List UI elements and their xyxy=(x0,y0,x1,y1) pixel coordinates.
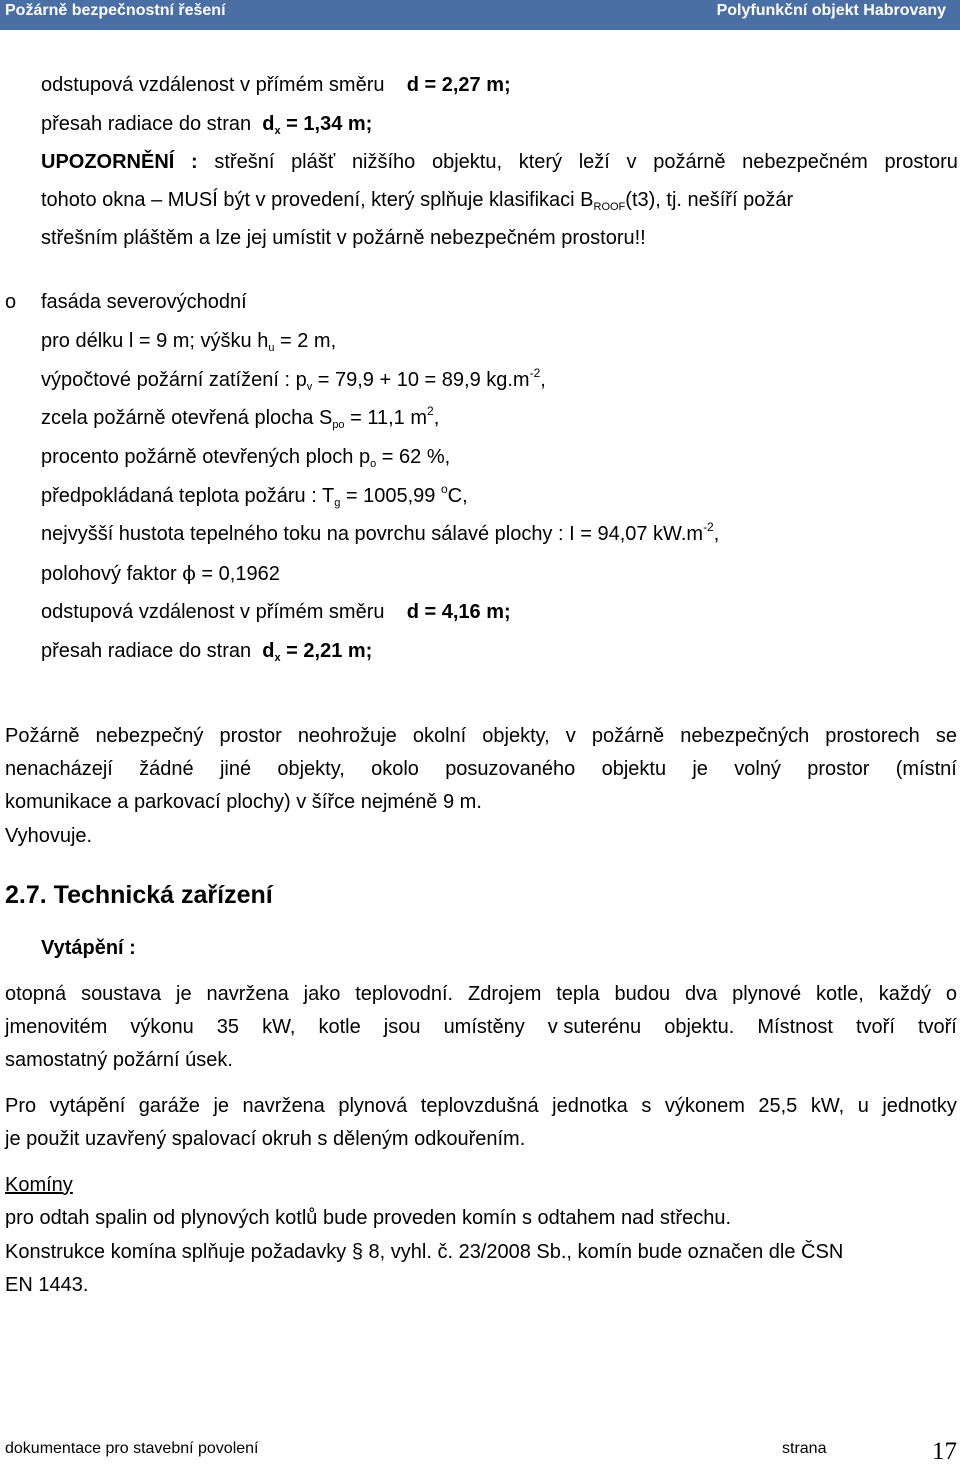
heating-word: plynové xyxy=(732,983,802,1005)
heating-word: Místnost xyxy=(757,1016,833,1038)
summary-word: okolo xyxy=(371,758,419,780)
footer-page-label: strana xyxy=(782,1440,827,1457)
summary-line-2 xyxy=(5,757,957,781)
heating-word: Zdrojem xyxy=(468,983,542,1005)
summary-word: (místní xyxy=(895,758,957,780)
garage-word: kW, xyxy=(810,1095,845,1117)
warning-word: objektu, xyxy=(431,151,503,173)
garage-word: jednotky xyxy=(882,1095,957,1117)
chimney-line-1: pro odtah spalin od plynových kotlů bude proveden komín s odtahem nad střechu. xyxy=(5,1207,732,1229)
warning-word: požárně xyxy=(653,151,726,173)
chimney-line-2: Konstrukce komína splňuje požadavky § 8, vyhl. č. 23/2008 Sb., komín bude označen dle ČSN xyxy=(5,1241,844,1263)
heating-word: jsou xyxy=(383,1016,421,1038)
garage-word: je xyxy=(213,1095,230,1117)
garage-word: plynová xyxy=(338,1095,408,1117)
warning-word: v xyxy=(626,151,637,173)
footer-document-type: dokumentace pro stavební povolení xyxy=(5,1440,259,1457)
heating-word: kotle xyxy=(318,1016,361,1038)
heating-word: 35 xyxy=(216,1016,240,1038)
position-factor-line: polohový faktor ϕ = 0,1962 xyxy=(41,561,280,585)
garage-word: navržena xyxy=(242,1095,325,1117)
section-heading: 2.7. Technická zařízení xyxy=(5,881,273,909)
summary-word: posuzovaného xyxy=(445,758,576,780)
overlap-label: přesah radiace do stran xyxy=(41,113,252,135)
warning-word: nebezpečném xyxy=(742,151,868,173)
overlap-value: = 1,34 m; xyxy=(286,113,373,135)
summary-word: v xyxy=(565,725,576,747)
header-document-title: Požárně bezpečnostní řešení xyxy=(5,2,226,19)
heating-word: jmenovitém xyxy=(5,1016,108,1038)
heating-word: tvoří xyxy=(856,1016,895,1038)
warning-word: leží xyxy=(578,151,610,173)
summary-word: volný xyxy=(734,758,781,780)
summary-word: prostor xyxy=(219,725,282,747)
warning-word: střešní xyxy=(214,151,275,173)
heating-word: kW, xyxy=(262,1016,296,1038)
distance-direct-line-2: odstupová vzdálenost v přímém směru d = 4,16 m; xyxy=(41,601,511,623)
summary-word: žádné xyxy=(139,758,194,780)
distance-value: d = 2,27 m; xyxy=(406,74,511,96)
summary-word: se xyxy=(935,725,957,747)
heating-word: soustava xyxy=(81,983,162,1005)
summary-word: prostor xyxy=(807,758,870,780)
heating-word: v suterénu xyxy=(547,1016,642,1038)
heating-word: budou xyxy=(614,983,671,1005)
page-header xyxy=(0,0,960,30)
open-percent-line: procento požárně otevřených ploch $p_o = 62$ %, xyxy=(41,446,451,470)
warning-line-1 xyxy=(41,150,958,174)
summary-word: okolní xyxy=(412,725,467,747)
warning-word: který xyxy=(518,151,563,173)
heating-line-3: samostatný požární úsek. xyxy=(5,1049,233,1071)
warning-line-3: střešním pláštěm a lze jej umístit v požárně nebezpečném prostoru!! xyxy=(41,227,646,249)
warning-word: UPOZORNĚNÍ xyxy=(41,151,175,173)
summary-word: prostorech xyxy=(825,725,920,747)
warning-word: : xyxy=(191,151,198,173)
heating-word: dva xyxy=(685,983,718,1005)
header-project-title: Polyfunkční objekt Habrovany xyxy=(716,2,946,19)
heating-word: kotle, xyxy=(816,983,864,1005)
heating-word: tepla xyxy=(556,983,600,1005)
facade-title: fasáda severovýchodní xyxy=(41,291,247,313)
distance-direct-line xyxy=(41,73,511,97)
heating-word: je xyxy=(176,983,192,1005)
heating-word: každý xyxy=(878,983,931,1005)
garage-heating-line-2: je použit uzavřený spalovací okruh s děleným odkouřením. xyxy=(5,1128,526,1150)
garage-word: u xyxy=(857,1095,869,1117)
radiation-overlap-line: přesah radiace do stran $d_x = 1,34$ m; xyxy=(41,113,373,137)
chimneys-heading: Komíny xyxy=(5,1174,73,1196)
distance-label: odstupová vzdálenost v přímém směru xyxy=(41,74,385,96)
heating-subheading: Vytápění : xyxy=(41,937,136,959)
heating-line-1 xyxy=(5,982,957,1006)
heat-flux-line: nejvyšší hustota tepelného toku na povrchu sálavé plochy : I = 94,07 $kW.m^{-2}$, xyxy=(41,520,720,545)
open-area-line: zcela požárně otevřená plocha $S_{po} = 11,1$ $m^2$, xyxy=(41,404,440,431)
compliance-verdict: Vyhovuje. xyxy=(5,825,93,847)
chimney-line-3: EN 1443. xyxy=(5,1274,89,1296)
summary-line-1 xyxy=(5,724,957,748)
garage-word: výkonem xyxy=(664,1095,745,1117)
footer-page-number: 17 xyxy=(932,1438,957,1465)
warning-word: plášť xyxy=(291,151,336,173)
garage-word: garáže xyxy=(138,1095,200,1117)
facade-dimensions: pro délku l = 9 m; výšku $h_u = 2$ m, xyxy=(41,330,337,354)
summary-word: jiné xyxy=(219,758,252,780)
summary-word: objekty, xyxy=(482,725,550,747)
garage-word: jednotka xyxy=(552,1095,628,1117)
heating-word: výkonu xyxy=(130,1016,194,1038)
heating-word: tvoří xyxy=(917,1016,957,1038)
summary-word: je xyxy=(692,758,708,780)
garage-word: vytápění xyxy=(49,1095,126,1117)
warning-line-2: tohoto okna – MUSÍ být v provedení, který splňuje klasifikaci $B_{ROOF}(t3)$, tj. nešíří požár xyxy=(41,189,794,213)
heating-word: jako xyxy=(303,983,341,1005)
heating-word: teplovodní. xyxy=(355,983,454,1005)
summary-word: nebezpečný xyxy=(95,725,204,747)
summary-word: nebezpečných xyxy=(680,725,810,747)
heating-word: o xyxy=(945,983,957,1005)
summary-word: požárně xyxy=(591,725,665,747)
summary-word: Požárně xyxy=(5,725,80,747)
garage-word: teplovzdušná xyxy=(420,1095,539,1117)
summary-word: nenacházejí xyxy=(5,758,113,780)
fire-load-line: výpočtové požární zatížení : $p_v = 79,9 + 10 = 89,9$ $kg.m^{-2}$, xyxy=(41,366,546,393)
heating-word: otopná xyxy=(5,983,67,1005)
summary-line-3: komunikace a parkovací plochy) v šířce nejméně 9 m. xyxy=(5,791,482,813)
heating-word: objektu. xyxy=(664,1016,735,1038)
garage-word: s xyxy=(641,1095,652,1117)
garage-heating-line-1 xyxy=(5,1094,957,1118)
bullet-marker: o xyxy=(5,291,17,313)
fire-temperature-line: předpokládaná teplota požáru : $T_g = 1005,99$ $^o$C, xyxy=(41,482,468,509)
summary-word: objektu xyxy=(601,758,667,780)
warning-word: prostoru xyxy=(884,151,958,173)
summary-word: neohrožuje xyxy=(297,725,397,747)
garage-word: Pro xyxy=(5,1095,37,1117)
warning-word: nižšího xyxy=(351,151,416,173)
heating-word: umístěny xyxy=(443,1016,525,1038)
garage-word: 25,5 xyxy=(758,1095,798,1117)
radiation-overlap-line-2: přesah radiace do stran $d_x = 2,21$ m; xyxy=(41,640,373,664)
heating-word: navržena xyxy=(206,983,289,1005)
summary-word: objekty, xyxy=(277,758,345,780)
heating-line-2 xyxy=(5,1015,957,1039)
